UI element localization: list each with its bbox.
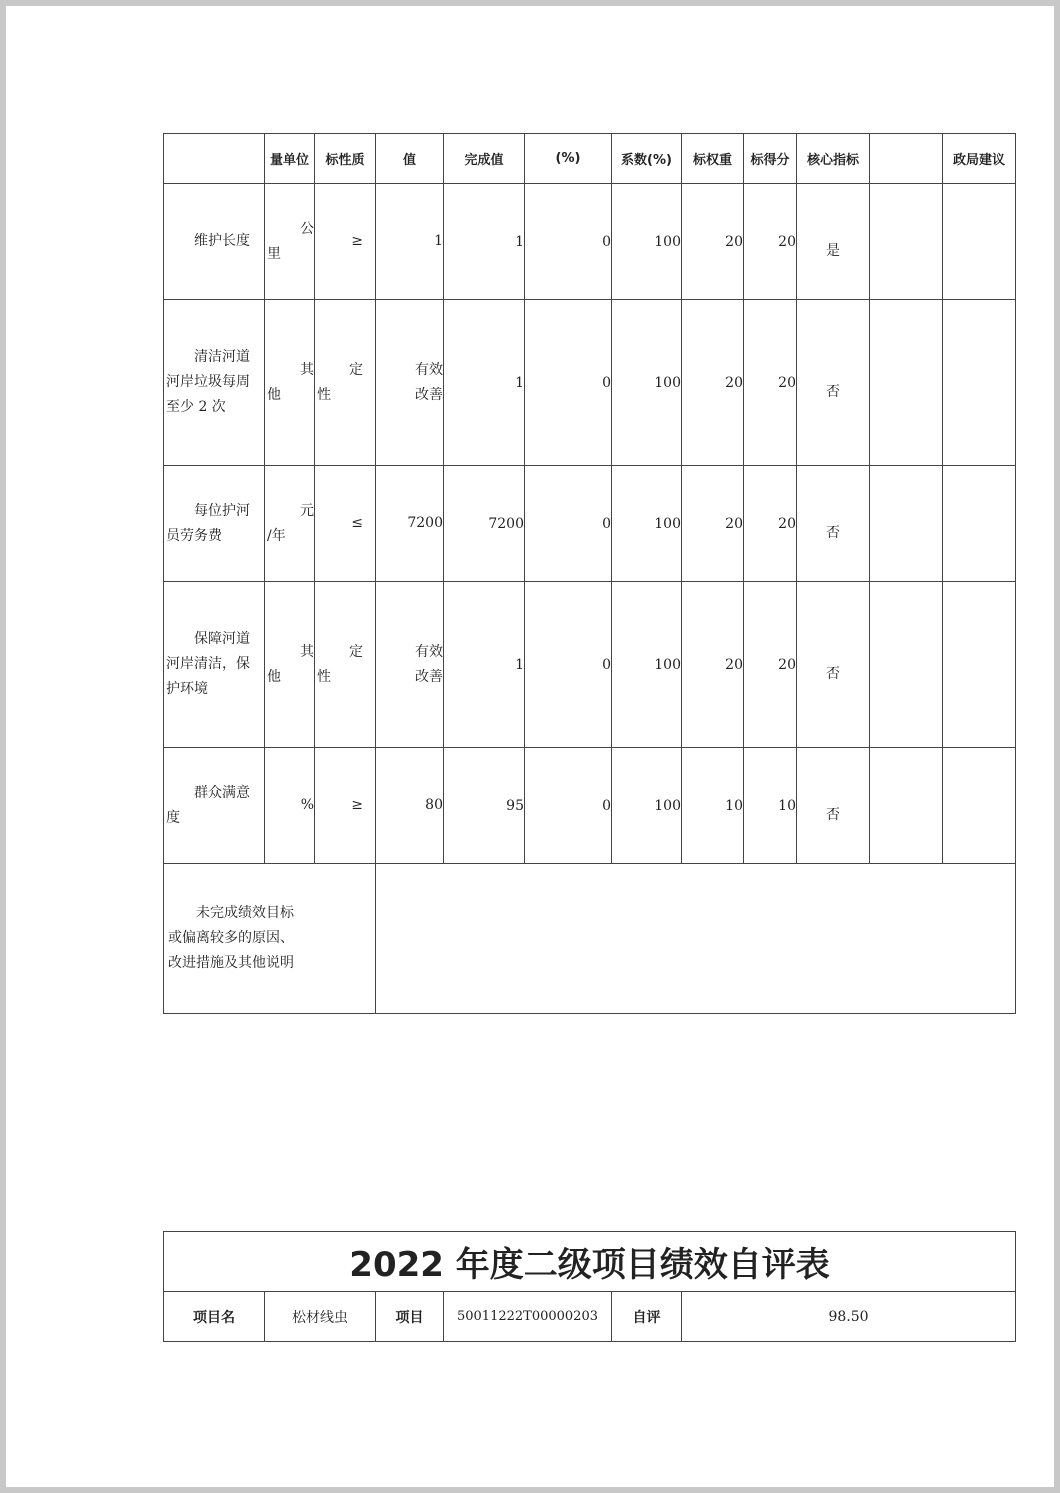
indicator-name-line: 员劳务费: [166, 527, 222, 544]
header-advice: 政局建议: [943, 134, 1016, 184]
nature-top: 定: [349, 643, 363, 660]
nature-top: ≤: [351, 515, 363, 531]
indicator-name-line: 度: [166, 809, 180, 826]
nature-cell: [315, 748, 376, 864]
target-cell: [376, 300, 444, 466]
advice-cell: [943, 300, 1016, 466]
blank-cell: [870, 184, 943, 300]
unit-cell: [265, 300, 315, 466]
core-indicator-cell: 是: [797, 184, 870, 300]
nature-cell: [315, 466, 376, 582]
blank-cell: [870, 582, 943, 748]
target-cell: [376, 184, 444, 300]
project-name-value: 松材线虫: [265, 1292, 376, 1342]
self-eval-score: 98.50: [682, 1292, 1016, 1342]
project-name-label: 项目名: [164, 1292, 265, 1342]
indicator-name-line: 群众满意: [194, 784, 250, 801]
indicator-row: [164, 300, 1016, 466]
document-page: [6, 6, 1054, 1487]
coefficient-cell: 100: [612, 300, 682, 466]
eval-title: 2022 年度二级项目绩效自评表: [164, 1232, 1016, 1292]
actual-cell: 1: [444, 582, 525, 748]
explanation-content: [376, 864, 1016, 1014]
score-cell: 20: [744, 300, 797, 466]
header-deviation: (%): [525, 134, 612, 184]
coefficient-cell: 100: [612, 748, 682, 864]
score-cell: 20: [744, 466, 797, 582]
score-cell: 10: [744, 748, 797, 864]
nature-bottom: 性: [317, 386, 331, 403]
unit-cell: [265, 748, 315, 864]
advice-cell: [943, 466, 1016, 582]
unit-top: 其: [300, 361, 314, 378]
table-header-row: [164, 134, 1016, 184]
deviation-cell: 0: [525, 748, 612, 864]
target-line: 改善: [415, 668, 443, 685]
indicator-name-line: 河岸清洁，保: [166, 656, 250, 672]
unit-top: 公: [300, 220, 314, 237]
unit-top: 元: [300, 502, 314, 519]
core-indicator-cell: 否: [797, 748, 870, 864]
deviation-cell: 0: [525, 466, 612, 582]
actual-cell: 1: [444, 184, 525, 300]
header-indicator-name: [164, 134, 265, 184]
unit-cell: [265, 184, 315, 300]
indicator-name-line: 清洁河道: [194, 349, 250, 365]
eval-title-row: [164, 1232, 1016, 1292]
indicator-row: [164, 184, 1016, 300]
weight-cell: 20: [682, 300, 744, 466]
weight-cell: 20: [682, 466, 744, 582]
score-cell: 20: [744, 582, 797, 748]
self-eval-label: 自评: [612, 1292, 682, 1342]
coefficient-cell: 100: [612, 582, 682, 748]
target-cell: [376, 582, 444, 748]
actual-cell: 7200: [444, 466, 525, 582]
advice-cell: [943, 748, 1016, 864]
unit-bottom: /年: [267, 527, 286, 544]
unit-top: %: [300, 797, 314, 813]
target-line: 改善: [415, 386, 443, 403]
unit-cell: [265, 582, 315, 748]
target-line: 有效: [415, 361, 443, 378]
advice-cell: [943, 582, 1016, 748]
unit-bottom: 里: [267, 245, 281, 262]
indicator-name-line: 保障河道: [194, 631, 250, 647]
performance-indicator-table: [163, 133, 1016, 1014]
core-indicator-cell: 否: [797, 300, 870, 466]
weight-cell: 20: [682, 582, 744, 748]
indicator-name-cell: [164, 748, 265, 864]
indicator-name-cell: [164, 300, 265, 466]
eval-info-row: [164, 1292, 1016, 1342]
header-weight: 标权重: [682, 134, 744, 184]
header-coefficient: 系数(%): [612, 134, 682, 184]
explanation-label: [164, 864, 376, 1014]
target-cell: [376, 466, 444, 582]
deviation-cell: 0: [525, 582, 612, 748]
header-unit: 量单位: [265, 134, 315, 184]
indicator-name-line: 维护长度: [194, 233, 250, 249]
indicator-name-line: 每位护河: [194, 502, 250, 519]
actual-cell: 1: [444, 300, 525, 466]
indicator-name-line: 河岸垃圾每周: [166, 374, 250, 390]
weight-cell: 20: [682, 184, 744, 300]
indicator-name-line: 护环境: [166, 681, 208, 697]
header-actual: 完成值: [444, 134, 525, 184]
nature-cell: [315, 582, 376, 748]
coefficient-cell: 100: [612, 184, 682, 300]
indicator-row: [164, 582, 1016, 748]
blank-cell: [870, 300, 943, 466]
target-line: 有效: [415, 643, 443, 660]
indicator-row: [164, 748, 1016, 864]
nature-top: ≥: [351, 797, 363, 813]
header-target: 值: [376, 134, 444, 184]
unit-cell: [265, 466, 315, 582]
blank-cell: [870, 466, 943, 582]
header-score: 标得分: [744, 134, 797, 184]
unit-bottom: 他: [267, 386, 281, 403]
coefficient-cell: 100: [612, 466, 682, 582]
header-core: 核心指标: [797, 134, 870, 184]
indicator-rows: [164, 184, 1016, 864]
indicator-name-line: 至少 2 次: [166, 399, 226, 415]
core-indicator-cell: 否: [797, 466, 870, 582]
weight-cell: 10: [682, 748, 744, 864]
nature-cell: [315, 184, 376, 300]
self-evaluation-table: [163, 1231, 1016, 1342]
explanation-label-line: 改进措施及其他说明: [168, 955, 294, 971]
target-line: 80: [425, 797, 443, 813]
explanation-row: [164, 864, 1016, 1014]
nature-bottom: 性: [317, 668, 331, 685]
unit-top: 其: [300, 643, 314, 660]
target-cell: [376, 748, 444, 864]
target-line: 1: [434, 233, 443, 249]
indicator-name-cell: [164, 184, 265, 300]
explanation-label-line: 或偏离较多的原因、: [168, 930, 294, 946]
header-blank: [870, 134, 943, 184]
deviation-cell: 0: [525, 300, 612, 466]
nature-top: ≥: [351, 233, 363, 249]
unit-bottom: 他: [267, 668, 281, 685]
nature-top: 定: [349, 361, 363, 378]
nature-cell: [315, 300, 376, 466]
core-indicator-cell: 否: [797, 582, 870, 748]
indicator-name-cell: [164, 466, 265, 582]
indicator-row: [164, 466, 1016, 582]
project-code-label: 项目: [376, 1292, 444, 1342]
header-nature: 标性质: [315, 134, 376, 184]
score-cell: 20: [744, 184, 797, 300]
actual-cell: 95: [444, 748, 525, 864]
project-code-value: 50011222T00000203: [444, 1292, 612, 1342]
target-line: 7200: [407, 515, 443, 531]
deviation-cell: 0: [525, 184, 612, 300]
indicator-name-cell: [164, 582, 265, 748]
explanation-label-line: 未完成绩效目标: [196, 905, 294, 921]
advice-cell: [943, 184, 1016, 300]
blank-cell: [870, 748, 943, 864]
